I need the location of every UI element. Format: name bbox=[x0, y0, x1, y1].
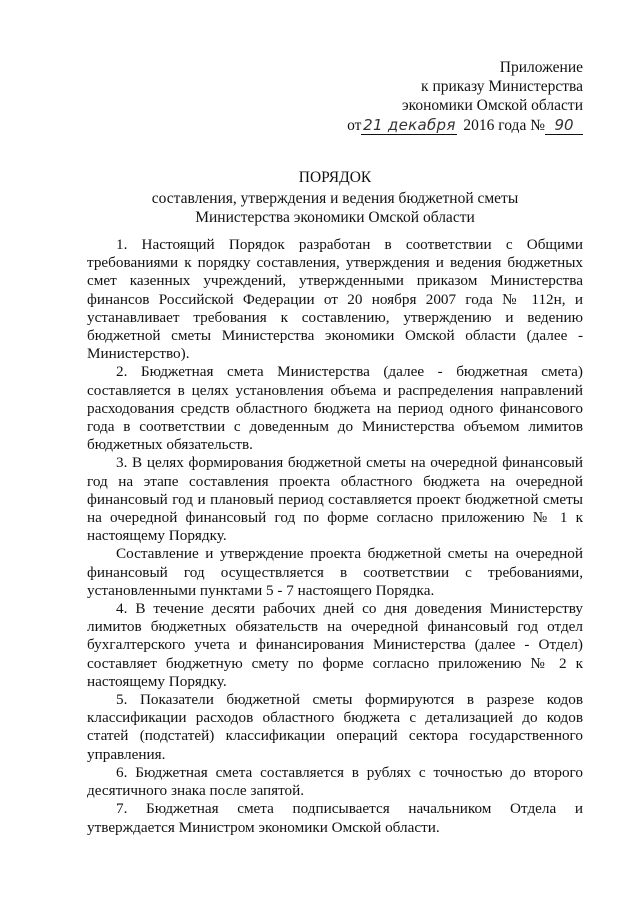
title-main: ПОРЯДОК bbox=[298, 169, 372, 186]
handwritten-date: 21 декабря bbox=[363, 116, 456, 134]
paragraph-3: 3. В целях формирования бюджетной сметы на очередной финансовый год на этапе составления проекта областного бюджета на очередной финансовый год и плановый период составляется проект бюджетной сметы на очередной финансовый год по форме согласно приложению № 1 к настоящему Порядку. bbox=[87, 454, 583, 545]
paragraph-2: 2. Бюджетная смета Министерства (далее - бюджетная смета) составляется в целях установления объема и распределения направлений расходования средств областного бюджета на период одного финансового года в соответствии с доведенным до Министерства объемом лимитов бюджетных обязательств. bbox=[87, 363, 583, 454]
handwritten-number: 90 bbox=[545, 116, 583, 135]
title-subtitle-2: Министерства экономики Омской области bbox=[195, 209, 475, 226]
appendix-date-line bbox=[347, 116, 583, 135]
document-title bbox=[87, 168, 583, 227]
date-prefix: от bbox=[347, 117, 362, 134]
paragraph-7: 7. Бюджетная смета подписывается начальником Отдела и утверждается Министром экономики Омской области. bbox=[87, 800, 583, 836]
appendix-title: Приложение bbox=[499, 59, 583, 76]
title-subtitle-1: составления, утверждения и ведения бюджетной сметы bbox=[151, 190, 519, 207]
paragraph-1: 1. Настоящий Порядок разработан в соответствии с Общими требованиями к порядку составления, утверждения и ведения бюджетных смет казенных учреждений, утвержденными приказом Министерства финансов Российской Федерации от 20 ноября 2007 года № 112н, и устанавливает требования к составлению, утверждению и ведению бюджетной сметы Министерства экономики Омской области (далее - Министерство). bbox=[87, 236, 583, 363]
paragraph-6: 6. Бюджетная смета составляется в рублях с точностью до второго десятичного знака после запятой. bbox=[87, 763, 583, 800]
appendix-header bbox=[347, 58, 583, 135]
date-year: 2016 года № bbox=[463, 117, 545, 134]
document-body bbox=[87, 236, 583, 837]
appendix-order-ref: к приказу Министерства bbox=[421, 78, 583, 95]
appendix-ministry: экономики Омской области bbox=[401, 97, 583, 114]
paragraph-4: 4. В течение десяти рабочих дней со дня доведения Министерству лимитов бюджетных обязательств на очередной финансовый год отдел бухгалтерского учета и финансирования Министерства (далее - Отдел) составляет бюджетную смету по форме согласно приложению № 2 к настоящему Порядку. bbox=[87, 600, 583, 690]
paragraph-3-continued: Составление и утверждение проекта бюджетной сметы на очередной финансовый год осуществляется в соответствии с требованиями, установленными пунктами 5 - 7 настоящего Порядка. bbox=[87, 545, 583, 599]
paragraph-5: 5. Показатели бюджетной сметы формируются в разрезе кодов классификации расходов областного бюджета с детализацией до кодов статей (подстатей) классификации операций сектора государственного управления. bbox=[87, 691, 583, 763]
